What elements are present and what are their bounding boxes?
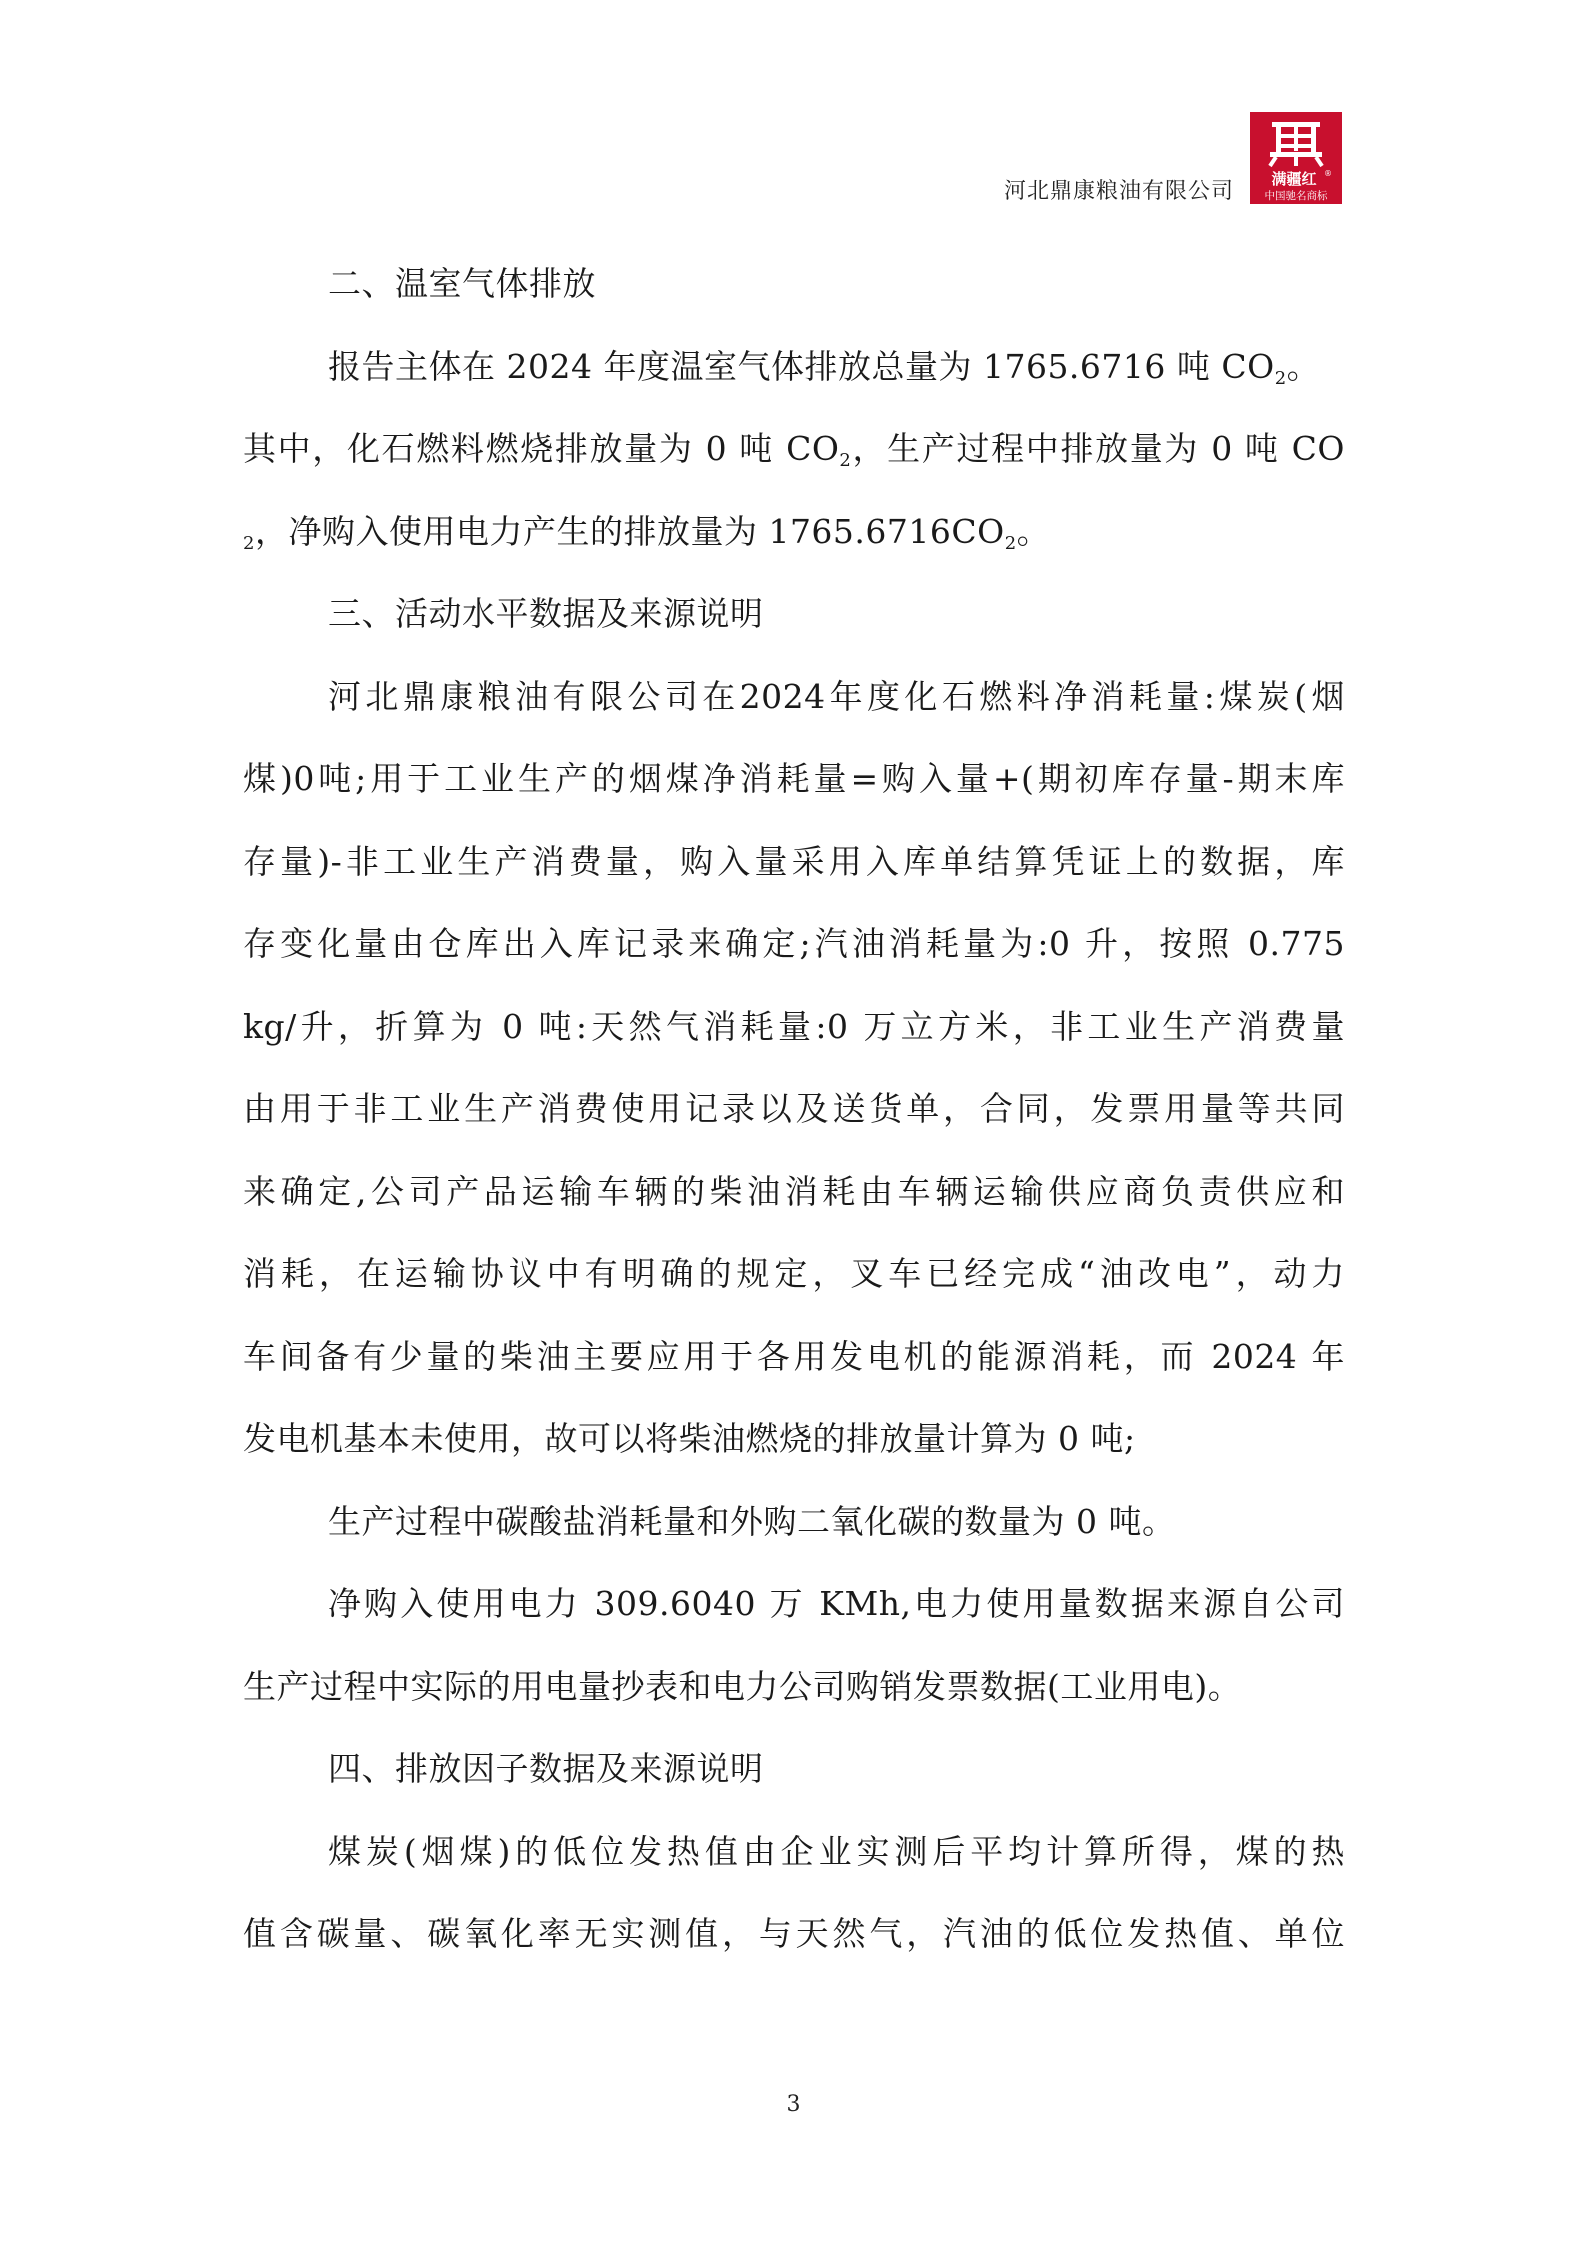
paragraph-line (243, 427, 1345, 471)
text-run: 消耗，在运输协议中有明确的规定，叉车已经完成“油改电”，动力 (243, 1254, 1345, 1293)
page-number: 3 (786, 2092, 801, 2117)
text-run: 生产过程中碳酸盐消耗量和外购二氧化碳的数量为 0 吨。 (328, 1502, 1176, 1541)
subscript: 2 (243, 533, 255, 554)
logo-graphic (1250, 112, 1342, 204)
paragraph-line (328, 675, 1345, 719)
subscript: 2 (1004, 533, 1017, 554)
paragraph-line (328, 1830, 1345, 1874)
text-run: 值含碳量、碳氧化率无实测值，与天然气，汽油的低位发热值、单位 (243, 1914, 1345, 1953)
subscript: 2 (1274, 368, 1287, 389)
paragraph-line (243, 1417, 1345, 1461)
text-run: 四、排放因子数据及来源说明 (328, 1749, 764, 1788)
paragraph-line (243, 510, 1345, 554)
text-run: 其中，化石燃料燃烧排放量为 0 吨 CO (243, 429, 840, 468)
text-run: 车间备有少量的柴油主要应用于各用发电机的能源消耗，而 2024 年 (243, 1337, 1345, 1376)
paragraph-line (243, 922, 1345, 966)
text-run: 存量)-非工业生产消费量，购入量采用入库单结算凭证上的数据，库 (243, 842, 1345, 881)
text-run: 生产过程中实际的用电量抄表和电力公司购销发票数据(工业用电)。 (243, 1667, 1242, 1706)
paragraph-line (243, 1087, 1345, 1131)
company-logo (1250, 112, 1342, 204)
text-run: 报告主体在 2024 年度温室气体排放总量为 1765.6716 吨 CO (328, 347, 1275, 386)
text-run: kg/升，折算为 0 吨:天然气消耗量:0 万立方米，非工业生产消费量 (243, 1007, 1345, 1046)
subscript: 2 (839, 450, 852, 471)
logo-registered-mark: ® (1324, 169, 1332, 178)
paragraph-line (328, 1500, 1345, 1544)
paragraph-line (243, 757, 1345, 801)
paragraph-line (243, 1170, 1345, 1214)
text-run: 。 (1016, 512, 1051, 551)
text-run: 三、活动水平数据及来源说明 (328, 594, 764, 633)
paragraph-line (243, 840, 1345, 884)
logo-subtitle: 中国驰名商标 (1264, 190, 1328, 202)
heading-emission-factor (328, 1747, 1345, 1791)
header-company-name: 河北鼎康粮油有限公司 (1004, 179, 1235, 204)
text-run: 由用于非工业生产消费使用记录以及送货单，合同，发票用量等共同 (243, 1089, 1345, 1128)
text-run: 河北鼎康粮油有限公司在2024年度化石燃料净消耗量:煤炭(烟 (328, 677, 1345, 716)
heading-greenhouse-gas (328, 262, 1345, 306)
paragraph-line (243, 1005, 1345, 1049)
text-run: ，净购入使用电力产生的排放量为 1765.6716CO (254, 512, 1005, 551)
paragraph-line (243, 1665, 1345, 1709)
paragraph-line (328, 1582, 1345, 1626)
paragraph-line (243, 1252, 1345, 1296)
heading-activity-data (328, 592, 1345, 636)
text-run: 煤炭(烟煤)的低位发热值由企业实测后平均计算所得，煤的热 (328, 1832, 1345, 1871)
paragraph-line (243, 1335, 1345, 1379)
text-run: 净购入使用电力 309.6040 万 KMh,电力使用量数据来源自公司 (328, 1584, 1345, 1623)
text-run: ，生产过程中排放量为 0 吨 CO (851, 429, 1345, 468)
paragraph-line (328, 345, 1345, 389)
logo-brand-text: 满疆红 (1271, 170, 1317, 188)
text-run: 。 (1286, 347, 1321, 386)
paragraph-line (243, 1912, 1345, 1956)
text-run: 煤)0吨;用于工业生产的烟煤净消耗量=购入量+(期初库存量-期末库 (243, 759, 1345, 798)
text-run: 二、温室气体排放 (328, 264, 596, 303)
text-run: 来确定,公司产品运输车辆的柴油消耗由车辆运输供应商负责供应和 (243, 1172, 1345, 1211)
text-run: 存变化量由仓库出入库记录来确定;汽油消耗量为:0 升，按照 0.775 (243, 924, 1345, 963)
text-run: 发电机基本未使用，故可以将柴油燃烧的排放量计算为 0 吨; (243, 1419, 1136, 1458)
